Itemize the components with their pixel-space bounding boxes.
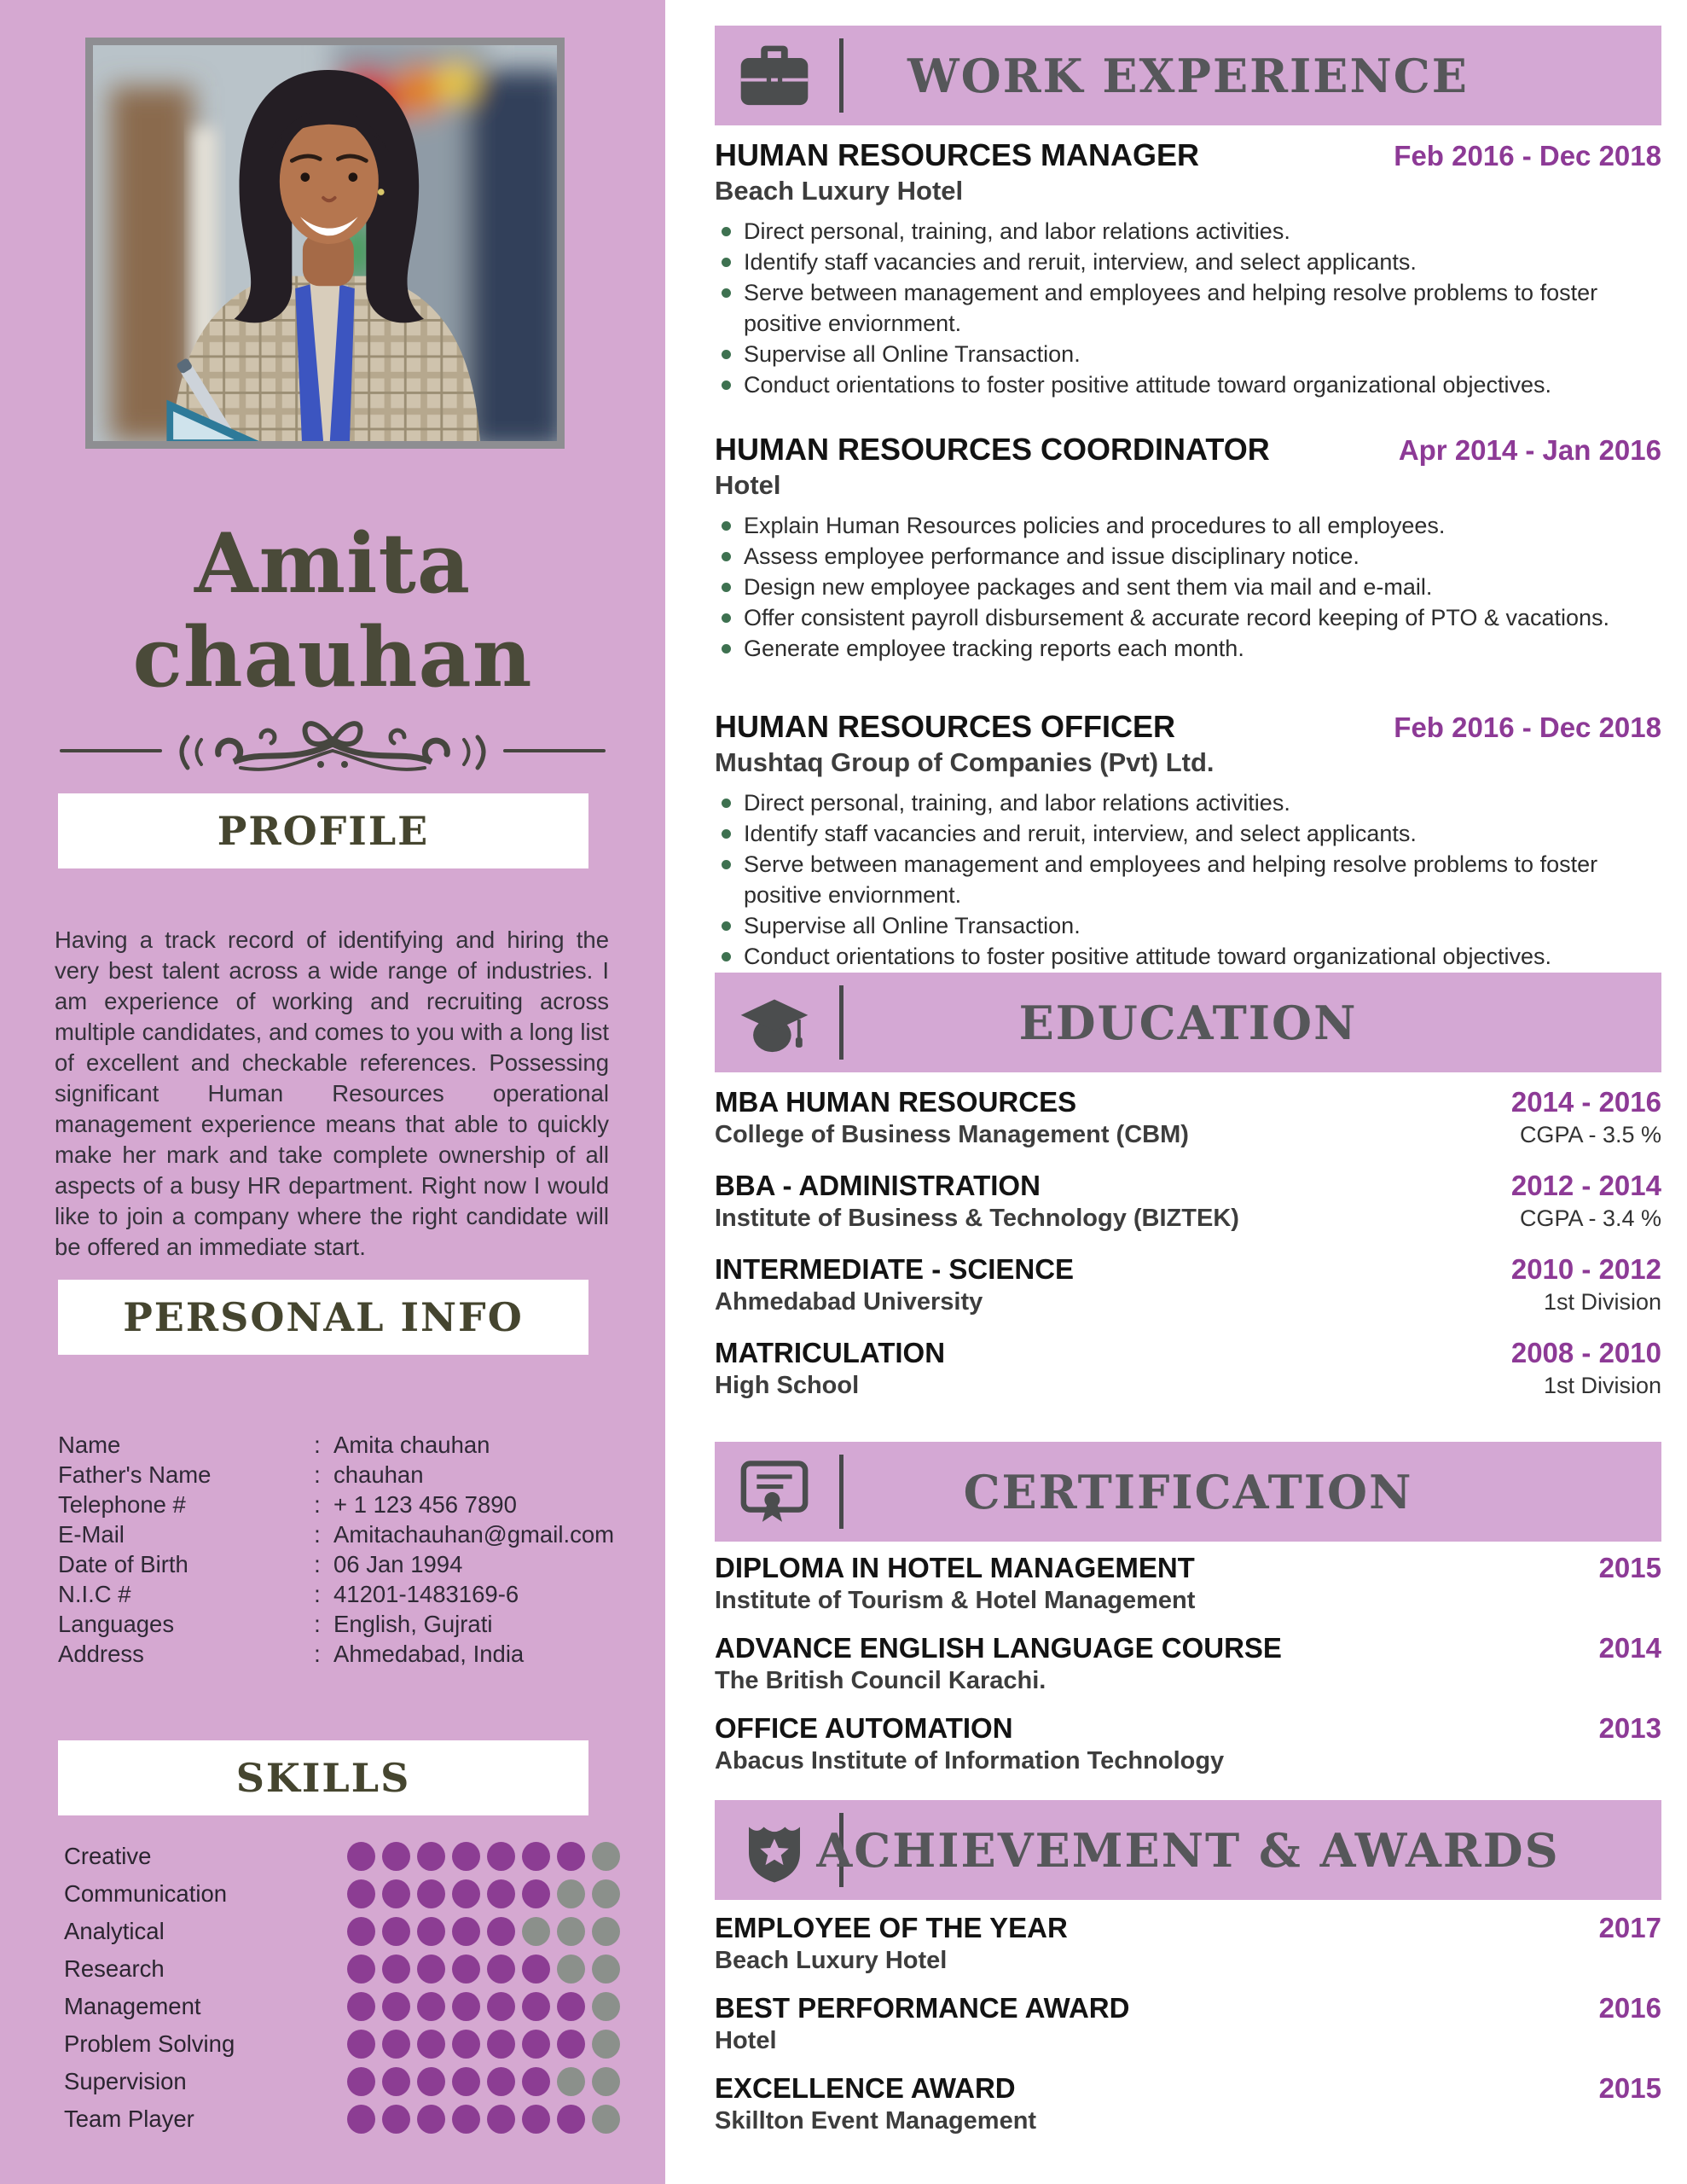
education-result: CGPA - 3.5 % <box>1519 1122 1661 1147</box>
info-separator: : <box>314 1611 321 1637</box>
skill-dot-filled <box>557 2030 585 2059</box>
degree: MATRICULATION <box>715 1337 946 1368</box>
skill-name: Communication <box>64 1880 228 1907</box>
skill-row-problem-solving <box>64 2025 620 2063</box>
info-row-nic <box>58 1579 625 1609</box>
job-hr-coordinator <box>715 431 1661 664</box>
info-row-name <box>58 1430 625 1460</box>
personal-info-title: PERSONAL INFO <box>123 1294 524 1340</box>
skill-dot-filled <box>522 1879 550 1908</box>
skills-title: SKILLS <box>235 1755 411 1801</box>
skill-dot-filled <box>347 1917 375 1946</box>
certification-entry-diploma <box>715 1551 1661 1616</box>
skill-dot-filled <box>417 1917 445 1946</box>
skill-dot-filled <box>487 1879 515 1908</box>
job-title: HUMAN RESOURCES OFFICER <box>715 709 1176 744</box>
skill-dots <box>347 2105 620 2134</box>
info-row-telephone <box>58 1490 625 1519</box>
info-value: 06 Jan 1994 <box>333 1551 463 1577</box>
skill-dot-empty <box>557 1917 585 1946</box>
education-date: 2010 - 2012 <box>1510 1253 1661 1285</box>
skill-dots <box>347 1955 620 1984</box>
award-entry-employee-of-the-year <box>715 1911 1661 1976</box>
skill-dot-filled <box>452 2067 480 2096</box>
skill-dot-filled <box>382 1955 410 1984</box>
job-bullet: Assess employee performance and issue disciplinary notice. <box>715 541 1661 572</box>
skill-name: Analytical <box>64 1918 165 1944</box>
skill-dot-filled <box>347 1842 375 1871</box>
skill-dot-empty <box>592 1879 620 1908</box>
certification-banner <box>715 1442 1661 1542</box>
info-row-email <box>58 1519 625 1549</box>
info-label: Date of Birth <box>58 1551 188 1577</box>
skill-dot-empty <box>592 2030 620 2059</box>
profile-photo-illustration <box>93 45 557 441</box>
skill-dot-empty <box>522 1917 550 1946</box>
flourish-divider <box>51 689 614 783</box>
certification-institute: Institute of Tourism & Hotel Management <box>715 1587 1196 1614</box>
job-hr-officer <box>715 708 1661 972</box>
award-name: BEST PERFORMANCE AWARD <box>715 1992 1130 2024</box>
school: Ahmedabad University <box>715 1288 983 1316</box>
education-entry-intermediate <box>715 1252 1661 1317</box>
education-result: 1st Division <box>1543 1289 1661 1315</box>
skill-dot-filled <box>522 1992 550 2021</box>
telephone-value[interactable]: + 1 123 456 7890 <box>333 1491 517 1518</box>
education-date: 2012 - 2014 <box>1510 1170 1661 1201</box>
info-row-fathers-name <box>58 1460 625 1490</box>
skill-dot-empty <box>592 1955 620 1984</box>
skill-row-team-player <box>64 2100 620 2138</box>
skill-dot-filled <box>557 1842 585 1871</box>
award-entry-best-performance <box>715 1991 1661 2056</box>
skill-dot-filled <box>347 1955 375 1984</box>
info-label: Father's Name <box>58 1461 212 1488</box>
skill-dot-empty <box>557 1879 585 1908</box>
job-company: Mushtaq Group of Companies (Pvt) Ltd. <box>715 747 1215 777</box>
skill-dot-filled <box>452 1879 480 1908</box>
skill-dot-filled <box>452 1955 480 1984</box>
skill-dot-filled <box>382 1992 410 2021</box>
degree: MBA HUMAN RESOURCES <box>715 1086 1077 1118</box>
info-label: Name <box>58 1432 121 1458</box>
certification-list <box>715 1551 1661 1792</box>
skill-dot-filled <box>487 1917 515 1946</box>
school: High School <box>715 1372 860 1399</box>
skill-dot-filled <box>417 2030 445 2059</box>
skill-dot-empty <box>592 1992 620 2021</box>
info-row-languages <box>58 1609 625 1639</box>
award-year: 2015 <box>1598 2072 1661 2104</box>
job-title: HUMAN RESOURCES COORDINATOR <box>715 432 1270 467</box>
skill-name: Team Player <box>64 2106 194 2132</box>
personal-info-list <box>58 1430 625 1669</box>
skill-name: Supervision <box>64 2068 187 2094</box>
skill-dot-filled <box>417 1955 445 1984</box>
main-column <box>715 0 1661 2184</box>
award-name: EXCELLENCE AWARD <box>715 2072 1016 2104</box>
certification-year: 2015 <box>1598 1552 1661 1583</box>
education-banner <box>715 973 1661 1072</box>
skill-dots <box>347 1992 620 2021</box>
award-year: 2017 <box>1598 1912 1661 1943</box>
skill-dot-filled <box>522 1955 550 1984</box>
award-year: 2016 <box>1598 1992 1661 2024</box>
job-date: Feb 2016 - Dec 2018 <box>1394 712 1661 743</box>
certification-year: 2014 <box>1598 1632 1661 1664</box>
info-separator: : <box>314 1491 321 1518</box>
job-head <box>715 708 1661 746</box>
info-separator: : <box>314 1551 321 1577</box>
job-bullet: Supervise all Online Transaction. <box>715 910 1661 941</box>
job-head <box>715 431 1661 469</box>
job-title: HUMAN RESOURCES MANAGER <box>715 137 1200 172</box>
job-bullets <box>715 510 1661 664</box>
profile-photo <box>85 38 565 449</box>
skill-dot-empty <box>557 2067 585 2096</box>
job-date: Apr 2014 - Jan 2016 <box>1398 434 1661 466</box>
job-head <box>715 136 1661 175</box>
skill-dot-empty <box>592 1842 620 1871</box>
skill-name: Creative <box>64 1843 152 1869</box>
education-date: 2008 - 2010 <box>1510 1337 1661 1368</box>
skill-dot-filled <box>452 1917 480 1946</box>
skill-dot-filled <box>452 2030 480 2059</box>
job-bullet: Design new employee packages and sent them via mail and e-mail. <box>715 572 1661 602</box>
skill-dot-filled <box>487 2105 515 2134</box>
job-bullets <box>715 787 1661 972</box>
skill-row-management <box>64 1988 620 2025</box>
certification-title: CERTIFICATION <box>963 1464 1413 1519</box>
info-value: Ahmedabad, India <box>333 1641 525 1667</box>
award-org: Skillton Event Management <box>715 2107 1037 2135</box>
skill-dot-filled <box>347 1992 375 2021</box>
education-date: 2014 - 2016 <box>1510 1086 1661 1118</box>
job-bullet: Identify staff vacancies and reruit, interview, and select applicants. <box>715 818 1661 849</box>
skill-dot-filled <box>417 2105 445 2134</box>
work-experience-title: WORK EXPERIENCE <box>907 48 1469 103</box>
skill-dot-filled <box>522 2067 550 2096</box>
info-row-address <box>58 1639 625 1669</box>
skill-name: Research <box>64 1955 165 1982</box>
certification-name: OFFICE AUTOMATION <box>715 1712 1013 1744</box>
job-bullet: Supervise all Online Transaction. <box>715 339 1661 369</box>
skill-dot-filled <box>452 1842 480 1871</box>
award-entry-excellence <box>715 2071 1661 2136</box>
candidate-name <box>0 517 665 705</box>
job-bullet: Conduct orientations to foster positive attitude toward organizational objectives. <box>715 941 1661 972</box>
education-result: CGPA - 3.4 % <box>1519 1205 1661 1231</box>
candidate-last-name: chauhan <box>132 609 533 706</box>
certification-year: 2013 <box>1598 1712 1661 1744</box>
job-company: Beach Luxury Hotel <box>715 176 964 206</box>
skill-name: Problem Solving <box>64 2030 235 2057</box>
skill-dot-filled <box>382 1917 410 1946</box>
info-value: Amita chauhan <box>333 1432 490 1458</box>
info-value: chauhan <box>333 1461 424 1488</box>
info-label: E-Mail <box>58 1521 125 1548</box>
job-bullet: Conduct orientations to foster positive attitude toward organizational objectives. <box>715 369 1661 400</box>
skill-dots <box>347 1842 620 1871</box>
certification-name: ADVANCE ENGLISH LANGUAGE COURSE <box>715 1632 1282 1664</box>
skill-dot-filled <box>417 1879 445 1908</box>
skill-dot-filled <box>557 1992 585 2021</box>
personal-info-section-header <box>58 1280 588 1355</box>
skill-row-research <box>64 1950 620 1988</box>
job-date: Feb 2016 - Dec 2018 <box>1394 140 1661 171</box>
skill-dot-filled <box>382 2105 410 2134</box>
skill-dot-empty <box>592 2105 620 2134</box>
job-bullet: Direct personal, training, and labor relations activities. <box>715 216 1661 247</box>
skill-dot-filled <box>417 1842 445 1871</box>
skill-dot-empty <box>592 1917 620 1946</box>
certification-institute: The British Council Karachi. <box>715 1667 1046 1694</box>
certification-entry-office-automation <box>715 1711 1661 1776</box>
info-row-dob <box>58 1549 625 1579</box>
certification-name: DIPLOMA IN HOTEL MANAGEMENT <box>715 1552 1195 1583</box>
skill-dot-filled <box>487 1992 515 2021</box>
skill-dots <box>347 2030 620 2059</box>
skill-dot-filled <box>522 1842 550 1871</box>
degree: INTERMEDIATE - SCIENCE <box>715 1253 1075 1285</box>
info-separator: : <box>314 1432 321 1458</box>
skill-dot-filled <box>522 2030 550 2059</box>
skills-section-header <box>58 1740 588 1815</box>
skill-row-communication <box>64 1875 620 1913</box>
profile-title: PROFILE <box>217 808 430 854</box>
job-bullet: Direct personal, training, and labor relations activities. <box>715 787 1661 818</box>
degree: BBA - ADMINISTRATION <box>715 1170 1041 1201</box>
info-separator: : <box>314 1581 321 1607</box>
award-org: Hotel <box>715 2027 777 2054</box>
skill-dot-filled <box>382 1879 410 1908</box>
job-hr-manager <box>715 136 1661 400</box>
profile-text: Having a track record of identifying and hiring the very best talent across a wide range of industries. I am experience of working and recruiting across multiple candidates, and comes to you with a long list of excellent and checkable references. Possessing significant Human Resources operational management experience means that able to quickly make her mark and take complete ownership of all aspects of a busy HR department. Right now I would like to join a company where the right candidate will be offered an immediate start. <box>55 926 609 1260</box>
skill-dot-filled <box>487 1955 515 1984</box>
job-bullet: Explain Human Resources policies and procedures to all employees. <box>715 510 1661 541</box>
skill-dot-filled <box>347 2067 375 2096</box>
skill-dot-filled <box>382 2030 410 2059</box>
skill-name: Management <box>64 1993 201 2019</box>
info-separator: : <box>314 1521 321 1548</box>
education-result: 1st Division <box>1543 1373 1661 1398</box>
skill-row-creative <box>64 1838 620 1875</box>
skill-dot-filled <box>487 2030 515 2059</box>
job-bullets <box>715 216 1661 400</box>
skill-dot-filled <box>347 2030 375 2059</box>
awards-banner <box>715 1800 1661 1900</box>
skill-dot-filled <box>382 2067 410 2096</box>
skill-dot-filled <box>487 2067 515 2096</box>
profile-section-header <box>58 793 588 868</box>
education-entry-mba <box>715 1085 1661 1150</box>
sidebar <box>0 0 665 2184</box>
education-list <box>715 1085 1661 1420</box>
info-separator: : <box>314 1641 321 1667</box>
skill-row-supervision <box>64 2063 620 2100</box>
skill-dot-filled <box>347 2105 375 2134</box>
job-bullet: Serve between management and employees and helping resolve problems to foster positive enviornment. <box>715 277 1661 339</box>
job-bullet: Generate employee tracking reports each month. <box>715 633 1661 664</box>
candidate-first-name: Amita <box>194 515 472 613</box>
school: Institute of Business & Technology (BIZTEK) <box>715 1205 1239 1232</box>
info-label: Telephone # <box>58 1491 186 1518</box>
info-value: 41201-1483169-6 <box>333 1581 519 1607</box>
skill-dot-filled <box>417 1992 445 2021</box>
award-org: Beach Luxury Hotel <box>715 1947 948 1974</box>
job-bullet: Identify staff vacancies and reruit, interview, and select applicants. <box>715 247 1661 277</box>
skill-dot-filled <box>557 2105 585 2134</box>
skill-dot-filled <box>347 1879 375 1908</box>
job-company: Hotel <box>715 470 781 500</box>
info-label: Languages <box>58 1611 175 1637</box>
skill-dots <box>347 2067 620 2096</box>
info-label: Address <box>58 1641 144 1667</box>
job-bullet: Serve between management and employees and helping resolve problems to foster positive enviornment. <box>715 849 1661 910</box>
skill-dots <box>347 1879 620 1908</box>
work-experience-banner <box>715 26 1661 125</box>
education-entry-bba <box>715 1169 1661 1234</box>
skill-dot-filled <box>522 2105 550 2134</box>
school: College of Business Management (CBM) <box>715 1121 1189 1148</box>
education-entry-matriculation <box>715 1336 1661 1401</box>
award-name: EMPLOYEE OF THE YEAR <box>715 1912 1068 1943</box>
certification-entry-english <box>715 1631 1661 1696</box>
info-label: N.I.C # <box>58 1581 131 1607</box>
job-bullet: Offer consistent payroll disbursement & accurate record keeping of PTO & vacations. <box>715 602 1661 633</box>
skills-list <box>64 1838 620 2138</box>
skill-dot-filled <box>487 1842 515 1871</box>
awards-title: ACHIEVEMENT & AWARDS <box>816 1822 1560 1878</box>
skill-dot-filled <box>417 2067 445 2096</box>
info-value: English, Gujrati <box>333 1611 493 1637</box>
skill-dot-filled <box>452 2105 480 2134</box>
certification-institute: Abacus Institute of Information Technology <box>715 1747 1225 1774</box>
email-value[interactable]: Amitachauhan@gmail.com <box>333 1521 615 1548</box>
skill-row-analytical <box>64 1913 620 1950</box>
info-separator: : <box>314 1461 321 1488</box>
skill-dot-empty <box>557 1955 585 1984</box>
awards-list <box>715 1911 1661 2152</box>
skill-dot-empty <box>592 2067 620 2096</box>
skill-dot-filled <box>452 1992 480 2021</box>
education-title: EDUCATION <box>1018 995 1358 1050</box>
skill-dots <box>347 1917 620 1946</box>
skill-dot-filled <box>382 1842 410 1871</box>
